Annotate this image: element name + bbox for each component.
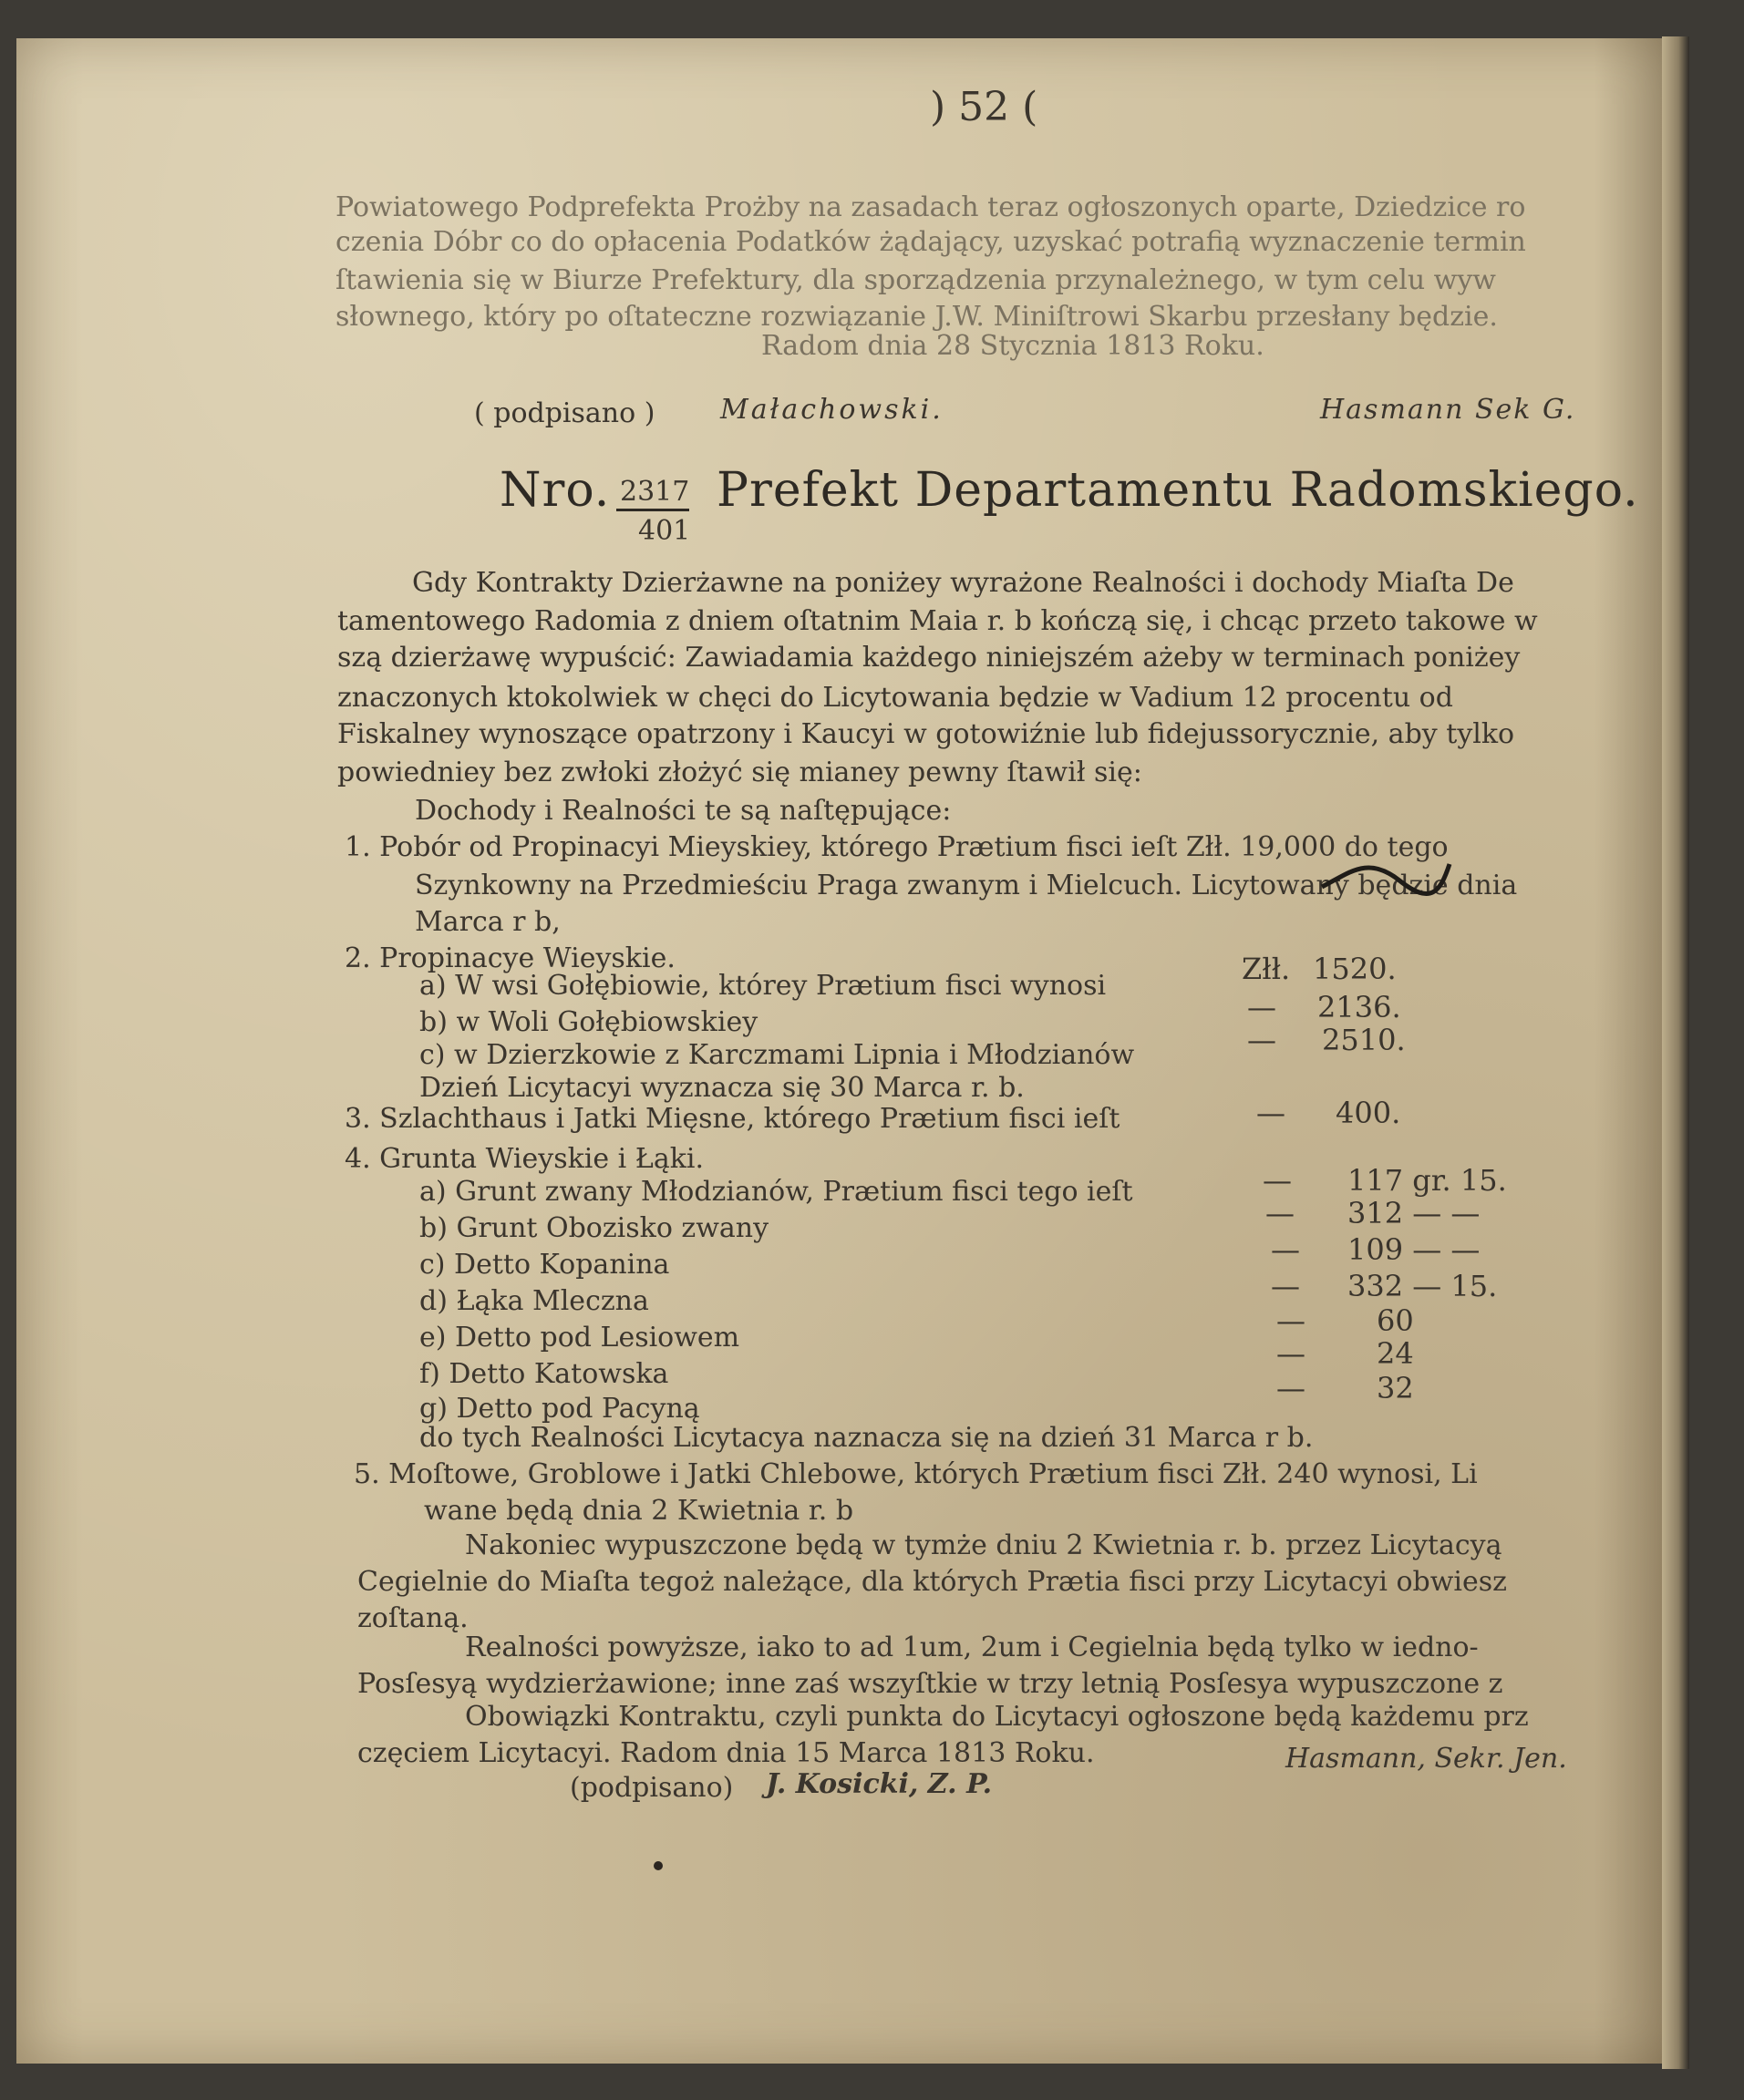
page-edge xyxy=(1662,36,1689,2069)
item-2-row-unit: Złł. xyxy=(1242,952,1291,986)
item-4-row-value: 117 gr. 15. xyxy=(1347,1163,1507,1198)
item-1-line: Marca r b, xyxy=(415,906,561,938)
item-4-row-value: 109 — — xyxy=(1347,1232,1481,1267)
intro-line: szą dzierżawę wypuścić: Zawiadamia każdego niniejszém ażeby w terminach poniżey xyxy=(337,642,1521,674)
item-2-row-unit: — xyxy=(1247,1023,1276,1057)
item-4-row-text: f) Detto Katowska xyxy=(419,1358,669,1390)
item-4-row-unit: — xyxy=(1271,1232,1300,1267)
item-3-text: 3. Szlachthaus i Jatki Mięsne, którego Prætium fisci ieſt xyxy=(345,1103,1120,1135)
item-5-line: wane będą dnia 2 Kwietnia r. b xyxy=(424,1495,854,1527)
top-paragraph-line: ſtawienia się w Biurze Prefektury, dla sporządzenia przynależnego, w tym celu wyw xyxy=(335,264,1496,296)
item-2-row-text: a) W wsi Gołębiowie, którey Prætium fisci wynosi xyxy=(419,970,1107,1002)
closing-line: Cegielnie do Miaſta tegoż należące, dla których Prætia fisci przy Licytacyi obwiesz xyxy=(357,1566,1507,1598)
heading-fraction-bar xyxy=(616,509,689,511)
handwritten-pen-mark xyxy=(1313,837,1459,910)
item-4-date: do tych Realności Licytacya naznacza się na dzień 31 Marca r b. xyxy=(419,1422,1314,1454)
item-4-row-unit: — xyxy=(1276,1371,1305,1405)
item-4-row-value: 312 — — xyxy=(1347,1196,1481,1230)
top-date: Radom dnia 28 Stycznia 1813 Roku. xyxy=(761,330,1264,362)
item-1-line: Szynkowny na Przedmieściu Praga zwanym i Mielcuch. Licytowany będzie dnia xyxy=(415,870,1518,901)
closing-line: Realności powyższe, iako to ad 1um, 2um i Cegielnia będą tylko w iedno- xyxy=(465,1632,1479,1663)
closing-line: Posſesyą wydzierżawione; inne zaś wszyſtkie w trzy letnią Posſesya wypuszczone z xyxy=(357,1668,1503,1700)
item-4-row-unit: — xyxy=(1271,1269,1300,1303)
item-4-row-unit: — xyxy=(1263,1163,1292,1198)
intro-line: znaczonych ktokolwiek w chęci do Licytowania będzie w Vadium 12 procentu od xyxy=(337,682,1453,714)
item-2-row-text: c) w Dzierzkowie z Karczmami Lipnia i Młodzianów xyxy=(419,1039,1135,1071)
top-paragraph-line: słownego, który po oſtateczne rozwiązanie J.W. Miniſtrowi Skarbu przesłany będzie. xyxy=(335,301,1498,333)
item-4-row-unit: — xyxy=(1276,1336,1305,1371)
item-4-row-text: c) Detto Kopanina xyxy=(419,1249,670,1281)
item-2-row-value: 2510. xyxy=(1322,1023,1406,1057)
item-4-row-value: 60 xyxy=(1377,1303,1414,1338)
item-4-row-value: 24 xyxy=(1377,1336,1414,1371)
item-4-row-text: g) Detto pod Pacyną xyxy=(419,1393,700,1425)
heading-title: Prefekt Departamentu Radomskiego. xyxy=(717,463,1639,518)
item-4-row-text: b) Grunt Obozisko zwany xyxy=(419,1212,769,1244)
item-5-line: 5. Moſtowe, Groblowe i Jatki Chlebowe, których Prætium fisci Złł. 240 wynosi, Li xyxy=(354,1458,1478,1490)
list-intro: Dochody i Realności te są naſtępujące: xyxy=(415,795,952,827)
intro-line: powiedniey bez zwłoki złożyć się mianey pewny ſtawił się: xyxy=(337,757,1142,788)
top-paragraph-line: czenia Dóbr co do opłacenia Podatków żądający, uzyskać potrafią wyznaczenie termin xyxy=(335,226,1526,258)
item-3-unit: — xyxy=(1256,1096,1285,1130)
item-4-row-unit: — xyxy=(1276,1303,1305,1338)
bottom-signature-1: J. Kosicki, Z. P. xyxy=(766,1768,993,1800)
item-1-line: 1. Pobór od Propinacyi Mieyskiey, którego Prætium fisci ieſt Złł. 19,000 do tego xyxy=(345,831,1449,863)
item-2-row-value: 1520. xyxy=(1313,952,1397,986)
item-3-value: 400. xyxy=(1336,1096,1401,1130)
item-4-title: 4. Grunta Wieyskie i Łąki. xyxy=(345,1143,705,1175)
item-2-row-unit: — xyxy=(1247,990,1276,1024)
ink-dot xyxy=(652,1859,665,1872)
item-4-row-value: 32 xyxy=(1377,1371,1414,1405)
item-4-row-text: d) Łąka Mleczna xyxy=(419,1285,649,1317)
closing-line: częciem Licytacyi. Radom dnia 15 Marca 1813 Roku. xyxy=(357,1737,1095,1769)
item-2-date: Dzień Licytacyi wyznacza się 30 Marca r. b. xyxy=(419,1072,1025,1104)
item-4-row-text: a) Grunt zwany Młodzianów, Prætium fisci tego ieſt xyxy=(419,1176,1133,1208)
top-paragraph-line: Powiatowego Podprefekta Prożby na zasadach teraz ogłoszonych oparte, Dziedzice ro xyxy=(335,191,1526,223)
heading-number-top: 2317 xyxy=(620,476,690,508)
page-number: ) 52 ( xyxy=(930,84,1038,130)
intro-line: Fiskalney wynoszące opatrzony i Kaucyi w gotowiźnie lub fidejussorycznie, aby tylko xyxy=(337,718,1515,750)
top-signed-label: ( podpisano ) xyxy=(474,397,655,429)
item-2-row-value: 2136. xyxy=(1317,990,1401,1024)
top-signature-1: Małachowski. xyxy=(720,394,944,426)
closing-line: Nakoniec wypuszczone będą w tymże dniu 2 Kwietnia r. b. przez Licytacyą xyxy=(465,1529,1502,1561)
item-4-row-value: 332 — 15. xyxy=(1347,1269,1498,1303)
item-4-row-text: e) Detto pod Lesiowem xyxy=(419,1322,740,1354)
heading-number-bottom: 401 xyxy=(638,515,691,547)
bottom-signature-2: Hasmann, Sekr. Jen. xyxy=(1285,1743,1567,1775)
intro-line: tamentowego Radomia z dniem oſtatnim Maia r. b kończą się, i chcąc przeto takowe w xyxy=(337,605,1538,637)
item-2-title: 2. Propinacye Wieyskie. xyxy=(345,942,676,974)
bottom-signed-label: (podpisano) xyxy=(570,1772,734,1804)
intro-line: Gdy Kontrakty Dzierżawne na poniżey wyrażone Realności i dochody Miaſta De xyxy=(412,567,1514,599)
top-signature-2: Hasmann Sek G. xyxy=(1320,394,1576,426)
item-4-row-unit: — xyxy=(1265,1196,1295,1230)
item-2-row-text: b) w Woli Gołębiowskiey xyxy=(419,1006,758,1038)
closing-line: Obowiązki Kontraktu, czyli punkta do Licytacyi ogłoszone będą każdemu prz xyxy=(465,1701,1529,1733)
closing-line: zoſtaną. xyxy=(357,1602,469,1634)
heading-nro: Nro. xyxy=(500,463,611,518)
